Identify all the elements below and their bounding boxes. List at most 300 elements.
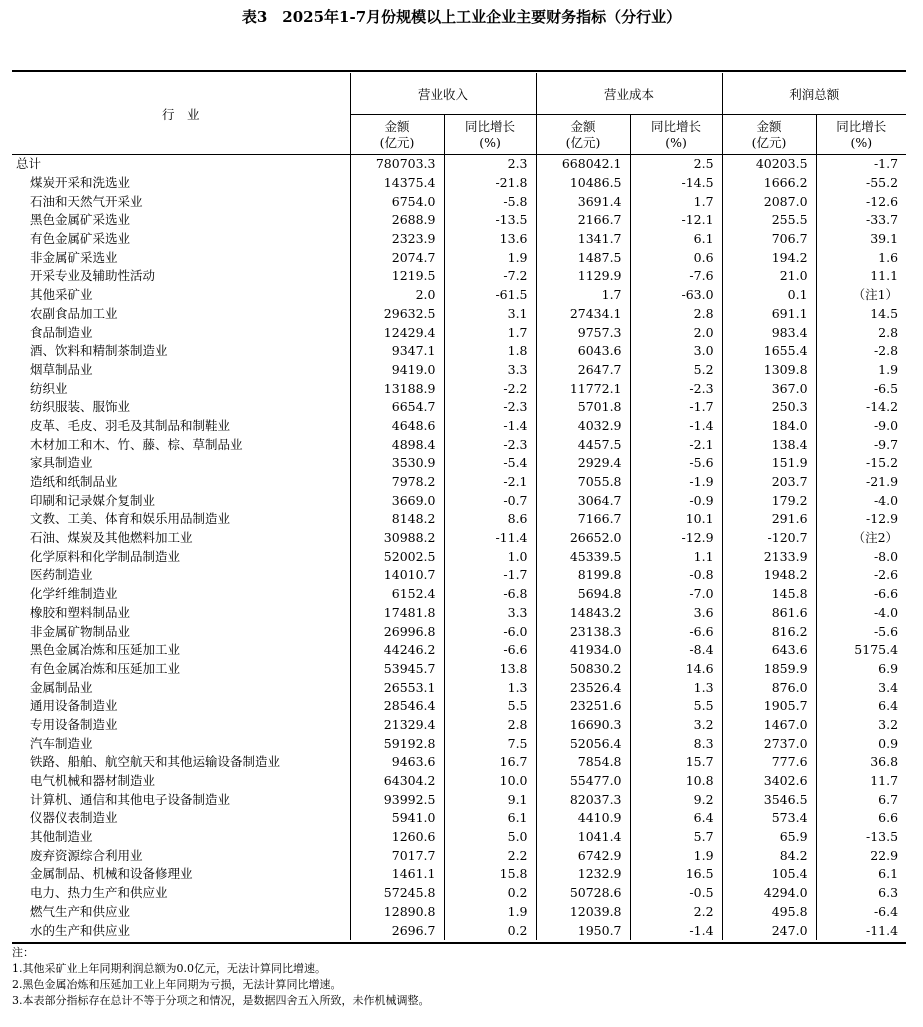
table-row — [12, 417, 906, 436]
profit-amount-cell: -120.7 — [722, 529, 816, 548]
profit-amount-cell: 777.6 — [722, 753, 816, 772]
revenue-amount-cell: 93992.5 — [350, 790, 444, 809]
industry-name-cell: 仪器仪表制造业 — [30, 810, 118, 826]
industry-name-cell: 皮革、毛皮、羽毛及其制品和制鞋业 — [30, 417, 231, 433]
industry-name-cell: 橡胶和塑料制品业 — [30, 604, 131, 620]
profit-amount-cell: 691.1 — [722, 305, 816, 324]
table-title: 表3 2025年1-7月份规模以上工业企业主要财务指标（分行业） — [241, 8, 682, 26]
revenue-group-header: 营业收入 — [350, 73, 536, 115]
cost-amount-cell: 3064.7 — [536, 491, 630, 510]
profit-amount-cell: 495.8 — [722, 903, 816, 922]
table-row — [12, 248, 906, 267]
table-row — [12, 604, 906, 623]
cost-amount-cell: 1129.9 — [536, 267, 630, 286]
cost-growth-cell: -6.6 — [630, 622, 722, 641]
profit-amount-cell: 3546.5 — [722, 790, 816, 809]
table-row — [12, 846, 906, 865]
profit-growth-cell: 3.4 — [816, 678, 906, 697]
profit-growth-cell: 39.1 — [816, 230, 906, 249]
revenue-growth-cell: 8.6 — [444, 510, 536, 529]
profit-amount-cell: 105.4 — [722, 865, 816, 884]
cost-growth-cell: -63.0 — [630, 286, 722, 305]
industry-name-cell: 金属制品、机械和设备修理业 — [30, 866, 193, 882]
profit-amount-cell: 816.2 — [722, 622, 816, 641]
profit-growth-cell: （注2） — [816, 529, 906, 548]
profit-growth-cell: -4.0 — [816, 491, 906, 510]
revenue-amount-cell: 3530.9 — [350, 454, 444, 473]
cost-amount-cell: 668042.1 — [536, 155, 630, 174]
profit-amount-cell: 573.4 — [722, 809, 816, 828]
industry-name-cell: 化学纤维制造业 — [30, 586, 118, 602]
profit-amount-cell: 2737.0 — [722, 734, 816, 753]
cost-growth-cell: 10.8 — [630, 772, 722, 791]
cost-growth-cell: -12.9 — [630, 529, 722, 548]
profit-amount-cell: 367.0 — [722, 379, 816, 398]
table-row — [12, 809, 906, 828]
profit-amount-cell: 65.9 — [722, 828, 816, 847]
cost-amount-cell: 45339.5 — [536, 547, 630, 566]
cost-amount-cell: 1950.7 — [536, 921, 630, 940]
table-row — [12, 454, 906, 473]
revenue-amount-cell: 52002.5 — [350, 547, 444, 566]
revenue-amount-cell: 3669.0 — [350, 491, 444, 510]
cost-growth-cell: 8.3 — [630, 734, 722, 753]
profit-growth-cell: 6.4 — [816, 697, 906, 716]
industry-name-cell: 金属制品业 — [30, 679, 93, 695]
table-row — [12, 211, 906, 230]
cost-amount-cell: 82037.3 — [536, 790, 630, 809]
cost-growth-cell: 9.2 — [630, 790, 722, 809]
revenue-growth-cell: -2.3 — [444, 398, 536, 417]
profit-growth-cell: -6.6 — [816, 585, 906, 604]
revenue-amount-cell: 2323.9 — [350, 230, 444, 249]
cost-amount-cell: 10486.5 — [536, 174, 630, 193]
revenue-growth-cell: -11.4 — [444, 529, 536, 548]
profit-growth-cell: -12.9 — [816, 510, 906, 529]
revenue-amount-cell: 13188.9 — [350, 379, 444, 398]
table-row — [12, 566, 906, 585]
growth-col-header: 同比增长 (%) — [630, 115, 722, 155]
amount-col-header: 金额 (亿元) — [536, 115, 630, 155]
table-row — [12, 678, 906, 697]
profit-growth-cell: -55.2 — [816, 174, 906, 193]
cost-amount-cell: 27434.1 — [536, 305, 630, 324]
revenue-amount-cell: 4898.4 — [350, 435, 444, 454]
cost-growth-cell: 14.6 — [630, 660, 722, 679]
cost-growth-cell: 16.5 — [630, 865, 722, 884]
profit-growth-cell: 1.6 — [816, 248, 906, 267]
cost-amount-cell: 50728.6 — [536, 884, 630, 903]
cost-amount-cell: 8199.8 — [536, 566, 630, 585]
footnote: 注： — [12, 946, 34, 959]
revenue-growth-cell: 2.3 — [444, 155, 536, 174]
industry-name-cell: 黑色金属矿采选业 — [30, 212, 131, 228]
profit-amount-cell: 84.2 — [722, 846, 816, 865]
cost-growth-cell: -2.3 — [630, 379, 722, 398]
industry-name-cell: 石油、煤炭及其他燃料加工业 — [30, 530, 193, 546]
profit-growth-cell: 22.9 — [816, 846, 906, 865]
revenue-growth-cell: 0.2 — [444, 921, 536, 940]
cost-growth-cell: 5.5 — [630, 697, 722, 716]
cost-amount-cell: 16690.3 — [536, 716, 630, 735]
profit-amount-cell: 2133.9 — [722, 547, 816, 566]
revenue-growth-cell: -2.1 — [444, 473, 536, 492]
cost-amount-cell: 1341.7 — [536, 230, 630, 249]
cost-growth-cell: -7.6 — [630, 267, 722, 286]
profit-growth-cell: -9.0 — [816, 417, 906, 436]
cost-growth-cell: 5.2 — [630, 361, 722, 380]
profit-amount-cell: 1309.8 — [722, 361, 816, 380]
cost-amount-cell: 12039.8 — [536, 903, 630, 922]
profit-growth-cell: -2.8 — [816, 342, 906, 361]
cost-amount-cell: 2166.7 — [536, 211, 630, 230]
cost-amount-cell: 1232.9 — [536, 865, 630, 884]
revenue-growth-cell: 13.8 — [444, 660, 536, 679]
profit-amount-cell: 876.0 — [722, 678, 816, 697]
revenue-amount-cell: 6754.0 — [350, 192, 444, 211]
industry-name-cell: 酒、饮料和精制茶制造业 — [30, 343, 168, 359]
profit-growth-cell: 0.9 — [816, 734, 906, 753]
revenue-growth-cell: 1.7 — [444, 323, 536, 342]
industry-name-cell: 家具制造业 — [30, 455, 93, 471]
revenue-growth-cell: 3.3 — [444, 604, 536, 623]
revenue-amount-cell: 12429.4 — [350, 323, 444, 342]
industry-name-cell: 通用设备制造业 — [30, 698, 118, 714]
revenue-growth-cell: -6.6 — [444, 641, 536, 660]
profit-amount-cell: 1948.2 — [722, 566, 816, 585]
cost-amount-cell: 4457.5 — [536, 435, 630, 454]
profit-growth-cell: -6.5 — [816, 379, 906, 398]
profit-growth-cell: 11.1 — [816, 267, 906, 286]
table-row — [12, 622, 906, 641]
table-row — [12, 435, 906, 454]
cost-amount-cell: 7854.8 — [536, 753, 630, 772]
cost-growth-cell: -14.5 — [630, 174, 722, 193]
table-row — [12, 361, 906, 380]
table-row — [12, 585, 906, 604]
industry-name-cell: 燃气生产和供应业 — [30, 903, 131, 919]
industry-name-cell: 计算机、通信和其他电子设备制造业 — [30, 791, 231, 807]
table-row — [12, 192, 906, 211]
profit-amount-cell: 145.8 — [722, 585, 816, 604]
revenue-amount-cell: 9463.6 — [350, 753, 444, 772]
industry-name-cell: 印刷和记录媒介复制业 — [30, 492, 156, 508]
revenue-growth-cell: -5.4 — [444, 454, 536, 473]
revenue-amount-cell: 9419.0 — [350, 361, 444, 380]
cost-amount-cell: 5701.8 — [536, 398, 630, 417]
revenue-amount-cell: 14375.4 — [350, 174, 444, 193]
footnotes — [12, 945, 430, 1009]
profit-growth-cell: 5175.4 — [816, 641, 906, 660]
cost-growth-cell: -5.6 — [630, 454, 722, 473]
cost-amount-cell: 55477.0 — [536, 772, 630, 791]
revenue-growth-cell: 3.1 — [444, 305, 536, 324]
bottom-rule — [12, 942, 906, 944]
revenue-growth-cell: 1.8 — [444, 342, 536, 361]
profit-amount-cell: 706.7 — [722, 230, 816, 249]
profit-growth-cell: 6.9 — [816, 660, 906, 679]
profit-growth-cell: -14.2 — [816, 398, 906, 417]
table-row — [12, 529, 906, 548]
industry-name-cell: 黑色金属冶炼和压延加工业 — [30, 642, 181, 658]
table-row — [12, 772, 906, 791]
cost-growth-cell: -2.1 — [630, 435, 722, 454]
profit-growth-cell: -21.9 — [816, 473, 906, 492]
cost-growth-cell: -8.4 — [630, 641, 722, 660]
profit-amount-cell: 1666.2 — [722, 174, 816, 193]
cost-growth-cell: -1.9 — [630, 473, 722, 492]
profit-growth-cell: 36.8 — [816, 753, 906, 772]
industry-name-cell: 木材加工和木、竹、藤、棕、草制品业 — [30, 436, 243, 452]
profit-growth-cell: （注1） — [816, 286, 906, 305]
industry-name-cell: 汽车制造业 — [30, 735, 93, 751]
table-row — [12, 753, 906, 772]
footnote: 2.黑色金属冶炼和压延加工业上年同期为亏损，无法计算同比增速。 — [12, 978, 342, 991]
revenue-growth-cell: 1.0 — [444, 547, 536, 566]
footnote: 3.本表部分指标存在总计不等于分项之和情况，是数据四舍五入所致，未作机械调整。 — [12, 994, 430, 1007]
cost-amount-cell: 6043.6 — [536, 342, 630, 361]
revenue-amount-cell: 1260.6 — [350, 828, 444, 847]
cost-growth-cell: 2.2 — [630, 903, 722, 922]
cost-growth-cell: 6.4 — [630, 809, 722, 828]
industry-name-cell: 电气机械和器材制造业 — [30, 773, 156, 789]
revenue-amount-cell: 2696.7 — [350, 921, 444, 940]
revenue-growth-cell: 5.0 — [444, 828, 536, 847]
cost-amount-cell: 52056.4 — [536, 734, 630, 753]
revenue-growth-cell: -21.8 — [444, 174, 536, 193]
revenue-amount-cell: 21329.4 — [350, 716, 444, 735]
table-row — [12, 155, 906, 174]
profit-growth-cell: 1.9 — [816, 361, 906, 380]
amount-col-header: 金额 (亿元) — [722, 115, 816, 155]
amount-col-header: 金额 (亿元) — [350, 115, 444, 155]
cost-growth-cell: 2.8 — [630, 305, 722, 324]
cost-growth-cell: 0.6 — [630, 248, 722, 267]
profit-amount-cell: 983.4 — [722, 323, 816, 342]
cost-growth-cell: -1.7 — [630, 398, 722, 417]
revenue-growth-cell: 1.9 — [444, 248, 536, 267]
revenue-amount-cell: 5941.0 — [350, 809, 444, 828]
revenue-growth-cell: -0.7 — [444, 491, 536, 510]
revenue-amount-cell: 57245.8 — [350, 884, 444, 903]
industry-name-cell: 煤炭开采和洗选业 — [30, 175, 131, 191]
table-row — [12, 323, 906, 342]
table-row — [12, 491, 906, 510]
industry-name-cell: 纺织业 — [30, 380, 68, 396]
cost-amount-cell: 41934.0 — [536, 641, 630, 660]
profit-growth-cell: -13.5 — [816, 828, 906, 847]
industry-name-cell: 水的生产和供应业 — [30, 922, 131, 938]
industry-name-cell: 非金属矿物制品业 — [30, 623, 131, 639]
revenue-growth-cell: 16.7 — [444, 753, 536, 772]
revenue-amount-cell: 7017.7 — [350, 846, 444, 865]
profit-growth-cell: 14.5 — [816, 305, 906, 324]
revenue-growth-cell: -2.2 — [444, 379, 536, 398]
revenue-growth-cell: 9.1 — [444, 790, 536, 809]
cost-growth-cell: -0.8 — [630, 566, 722, 585]
cost-amount-cell: 26652.0 — [536, 529, 630, 548]
table-row — [12, 660, 906, 679]
table-row — [12, 174, 906, 193]
revenue-growth-cell: -1.7 — [444, 566, 536, 585]
revenue-amount-cell: 59192.8 — [350, 734, 444, 753]
cost-amount-cell: 2647.7 — [536, 361, 630, 380]
industry-name-cell: 农副食品加工业 — [30, 305, 118, 321]
cost-growth-cell: 2.5 — [630, 155, 722, 174]
industry-name-cell: 总计 — [16, 156, 42, 172]
profit-amount-cell: 250.3 — [722, 398, 816, 417]
cost-amount-cell: 6742.9 — [536, 846, 630, 865]
profit-amount-cell: 1859.9 — [722, 660, 816, 679]
table-row — [12, 398, 906, 417]
industry-name-cell: 有色金属冶炼和压延加工业 — [30, 660, 181, 676]
profit-amount-cell: 1655.4 — [722, 342, 816, 361]
cost-amount-cell: 11772.1 — [536, 379, 630, 398]
cost-growth-cell: -0.9 — [630, 491, 722, 510]
table-row — [12, 286, 906, 305]
industry-name-cell: 文教、工美、体育和娱乐用品制造业 — [30, 511, 231, 527]
revenue-amount-cell: 26553.1 — [350, 678, 444, 697]
revenue-amount-cell: 6152.4 — [350, 585, 444, 604]
cost-amount-cell: 14843.2 — [536, 604, 630, 623]
profit-growth-cell: -8.0 — [816, 547, 906, 566]
industry-name-cell: 石油和天然气开采业 — [30, 193, 143, 209]
cost-growth-cell: 3.0 — [630, 342, 722, 361]
growth-col-header: 同比增长 (%) — [444, 115, 536, 155]
profit-amount-cell: 1905.7 — [722, 697, 816, 716]
profit-amount-cell: 255.5 — [722, 211, 816, 230]
profit-growth-cell: 6.7 — [816, 790, 906, 809]
revenue-amount-cell: 12890.8 — [350, 903, 444, 922]
industry-name-cell: 铁路、船舶、航空航天和其他运输设备制造业 — [30, 754, 281, 770]
revenue-amount-cell: 6654.7 — [350, 398, 444, 417]
table-row — [12, 884, 906, 903]
revenue-growth-cell: -61.5 — [444, 286, 536, 305]
revenue-growth-cell: 15.8 — [444, 865, 536, 884]
cost-growth-cell: -12.1 — [630, 211, 722, 230]
industry-name-cell: 纺织服装、服饰业 — [30, 399, 131, 415]
table-row — [12, 903, 906, 922]
table-row — [12, 510, 906, 529]
profit-amount-cell: 138.4 — [722, 435, 816, 454]
revenue-growth-cell: -5.8 — [444, 192, 536, 211]
profit-amount-cell: 151.9 — [722, 454, 816, 473]
profit-amount-cell: 179.2 — [722, 491, 816, 510]
cost-amount-cell: 7055.8 — [536, 473, 630, 492]
profit-growth-cell: -1.7 — [816, 155, 906, 174]
profit-growth-cell: 6.6 — [816, 809, 906, 828]
profit-amount-cell: 861.6 — [722, 604, 816, 623]
table-row — [12, 865, 906, 884]
industry-name-cell: 其他制造业 — [30, 829, 93, 845]
top-rule — [12, 70, 906, 72]
revenue-amount-cell: 28546.4 — [350, 697, 444, 716]
revenue-growth-cell: 13.6 — [444, 230, 536, 249]
industry-name-cell: 开采专业及辅助性活动 — [30, 268, 156, 284]
table-row — [12, 716, 906, 735]
profit-amount-cell: 40203.5 — [722, 155, 816, 174]
cost-growth-cell: -0.5 — [630, 884, 722, 903]
profit-growth-cell: -6.4 — [816, 903, 906, 922]
revenue-amount-cell: 1219.5 — [350, 267, 444, 286]
profit-amount-cell: 3402.6 — [722, 772, 816, 791]
cost-growth-cell: 2.0 — [630, 323, 722, 342]
profit-amount-cell: 643.6 — [722, 641, 816, 660]
cost-group-header: 营业成本 — [536, 73, 722, 115]
cost-growth-cell: -7.0 — [630, 585, 722, 604]
revenue-growth-cell: -1.4 — [444, 417, 536, 436]
revenue-amount-cell: 14010.7 — [350, 566, 444, 585]
revenue-growth-cell: 1.9 — [444, 903, 536, 922]
revenue-growth-cell: 6.1 — [444, 809, 536, 828]
profit-growth-cell: -9.7 — [816, 435, 906, 454]
revenue-growth-cell: -6.8 — [444, 585, 536, 604]
industry-name-cell: 其他采矿业 — [30, 287, 93, 303]
table-row — [12, 473, 906, 492]
revenue-growth-cell: 5.5 — [444, 697, 536, 716]
cost-amount-cell: 1487.5 — [536, 248, 630, 267]
profit-growth-cell: 6.3 — [816, 884, 906, 903]
profit-growth-cell: -2.6 — [816, 566, 906, 585]
cost-growth-cell: 10.1 — [630, 510, 722, 529]
table-row — [12, 342, 906, 361]
cost-growth-cell: -1.4 — [630, 921, 722, 940]
revenue-amount-cell: 9347.1 — [350, 342, 444, 361]
profit-growth-cell: -33.7 — [816, 211, 906, 230]
revenue-amount-cell: 8148.2 — [350, 510, 444, 529]
table-row — [12, 734, 906, 753]
profit-amount-cell: 291.6 — [722, 510, 816, 529]
industry-name-cell: 食品制造业 — [30, 324, 93, 340]
revenue-growth-cell: -2.3 — [444, 435, 536, 454]
profit-amount-cell: 21.0 — [722, 267, 816, 286]
profit-amount-cell: 247.0 — [722, 921, 816, 940]
profit-growth-cell: -15.2 — [816, 454, 906, 473]
revenue-amount-cell: 44246.2 — [350, 641, 444, 660]
cost-growth-cell: 6.1 — [630, 230, 722, 249]
industry-name-cell: 医药制造业 — [30, 567, 93, 583]
revenue-growth-cell: 2.8 — [444, 716, 536, 735]
industry-name-cell: 废弃资源综合利用业 — [30, 847, 143, 863]
cost-growth-cell: 15.7 — [630, 753, 722, 772]
cost-growth-cell: 1.9 — [630, 846, 722, 865]
revenue-amount-cell: 7978.2 — [350, 473, 444, 492]
revenue-growth-cell: -13.5 — [444, 211, 536, 230]
revenue-amount-cell: 780703.3 — [350, 155, 444, 174]
revenue-amount-cell: 53945.7 — [350, 660, 444, 679]
revenue-amount-cell: 29632.5 — [350, 305, 444, 324]
cost-amount-cell: 50830.2 — [536, 660, 630, 679]
revenue-growth-cell: 2.2 — [444, 846, 536, 865]
table-row — [12, 828, 906, 847]
revenue-growth-cell: 0.2 — [444, 884, 536, 903]
profit-growth-cell: 2.8 — [816, 323, 906, 342]
revenue-amount-cell: 30988.2 — [350, 529, 444, 548]
footnote: 1.其他采矿业上年同期利润总额为0.0亿元，无法计算同比增速。 — [12, 962, 326, 975]
profit-growth-cell: -11.4 — [816, 921, 906, 940]
cost-amount-cell: 23251.6 — [536, 697, 630, 716]
industry-name-cell: 化学原料和化学制品制造业 — [30, 548, 181, 564]
revenue-amount-cell: 2.0 — [350, 286, 444, 305]
profit-growth-cell: 11.7 — [816, 772, 906, 791]
profit-amount-cell: 194.2 — [722, 248, 816, 267]
profit-amount-cell: 203.7 — [722, 473, 816, 492]
cost-amount-cell: 2929.4 — [536, 454, 630, 473]
industry-name-cell: 专用设备制造业 — [30, 716, 118, 732]
industry-name-cell: 非金属矿采选业 — [30, 249, 118, 265]
profit-growth-cell: 6.1 — [816, 865, 906, 884]
profit-growth-cell: -4.0 — [816, 604, 906, 623]
